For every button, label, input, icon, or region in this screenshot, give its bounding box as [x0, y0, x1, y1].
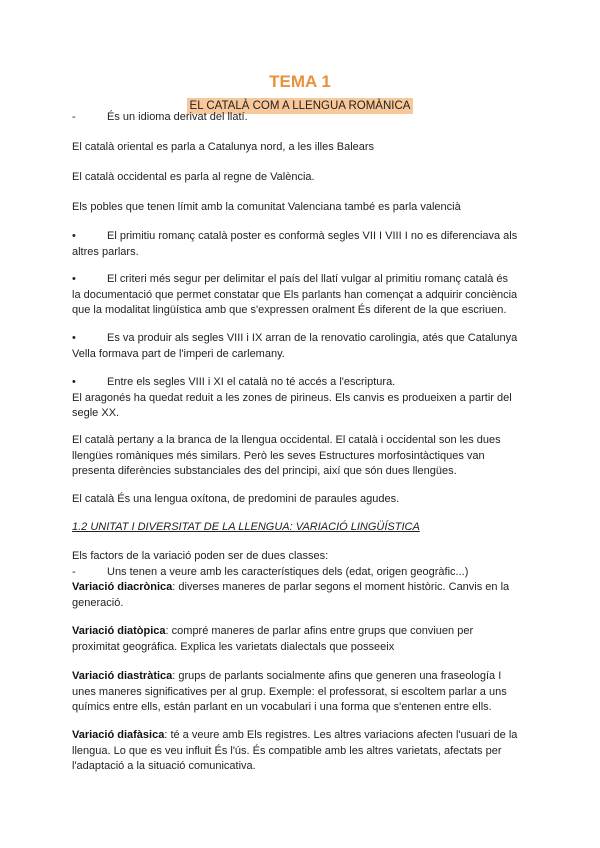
list-marker: •	[72, 332, 76, 344]
text-line: generació.	[72, 596, 124, 609]
text-line: El català occidental es parla al regne de València.	[72, 171, 315, 183]
factors-paragraph	[72, 549, 542, 580]
list-marker: •	[72, 273, 76, 285]
list-marker: -	[72, 111, 76, 123]
text-line: presenta diferències substanciales des del principi, així que són dues llengües.	[72, 465, 457, 478]
factors-intro: Els factors de la variació poden ser de dues classes:	[72, 550, 329, 562]
paragraph	[72, 110, 542, 126]
text-line: • El criteri més segur per delimitar el país del llatí vulgar al primitiu romanç català és	[72, 272, 542, 288]
text-line: Variació diacrònica: diverses maneres de parlar segons el moment històric. Canvis en la	[72, 581, 510, 593]
variation-term: Variació diacrònica	[72, 581, 173, 593]
text-line: Variació diafàsica: té a veure amb Els registres. Les altres variacions afecten l'usuari de la	[72, 729, 518, 741]
text-line: l'adaptació a la situació comunicativa.	[72, 760, 256, 773]
section-heading: 1.2 UNITAT I DIVERSITAT DE LA LLENGUA: VARIACIÓ LINGÜÍSTICA	[72, 521, 420, 533]
paragraph	[72, 331, 542, 362]
text-line: proximitat geográfica. Explica les varietats dialectals que posseeix	[72, 640, 395, 653]
variation-definition	[72, 580, 542, 611]
text-line: unes maneres significatives per al grup. Exemple: el professorat, si escoltem parlar a uns	[72, 685, 507, 698]
list-marker: -	[72, 565, 76, 578]
variation-term: Variació diatòpica	[72, 625, 166, 637]
document-subtitle: EL CATALÀ COM A LLENGUA ROMÀNICA	[187, 98, 414, 114]
text-line: llengües romàniques més similars. Però les seves Estructures morfosintàctiques van	[72, 449, 485, 462]
text-line: Vella formava part de l'imperi de carlemany.	[72, 347, 285, 360]
text-line: • Entre els segles VIII i XI el català no té accés a l'escriptura.	[72, 375, 542, 391]
text-line: Variació diastràtica: grups de parlants socialmente afins que generen una fraseología I	[72, 670, 502, 682]
variation-term: Variació diafàsica	[72, 729, 165, 741]
text-line: Els pobles que tenen límit amb la comunitat Valenciana també es parla valencià	[72, 201, 461, 213]
text-line: la documentació que permet constatar que Els parlants han començat a adquirir conciència	[72, 288, 518, 301]
text-line: - És un idioma derivat del llatí.	[72, 110, 542, 126]
text-line: que la modalitat lingüística amb que s'expressen oralment És diferent de la que escriuen.	[72, 304, 507, 317]
variation-definition	[72, 728, 542, 775]
paragraph	[72, 375, 542, 422]
text-line: llengua. Lo que es veu influit És l'ús. És compatible amb les altres varietats, afectats per	[72, 744, 502, 757]
text-line: segle XX.	[72, 407, 120, 420]
text-line: El català oriental es parla a Catalunya nord, a les illes Balears	[72, 141, 375, 153]
list-marker: •	[72, 376, 76, 388]
variation-definition	[72, 669, 542, 716]
paragraph	[72, 200, 542, 216]
paragraph	[72, 140, 542, 156]
text-line: El català És una lengua oxítona, de predomini de paraules agudes.	[72, 493, 400, 505]
paragraph	[72, 492, 542, 508]
text-line: Variació diatòpica: compré maneres de parlar afins entre grups que conviuen per	[72, 625, 474, 637]
paragraph	[72, 433, 542, 480]
text-line: altres parlars.	[72, 245, 139, 258]
text-line: • Es va produir als segles VIII i IX arran de la renovatio carolingia, atés que Catalunya	[72, 331, 542, 347]
variation-definition	[72, 624, 542, 655]
text-line: químics entre ells, están parlant en un vocabulari i una forma que s'entenen entre ells.	[72, 701, 492, 714]
text-line: • El primitiu romanç català poster es conformà segles VII I VIII I no es diferenciava als	[72, 229, 542, 245]
list-marker: •	[72, 230, 76, 242]
paragraph	[72, 272, 542, 319]
text-line: El aragonés ha quedat reduit a les zones de pirineus. Els canvis es produeixen a partir del	[72, 391, 512, 404]
document-title: TEMA 1	[269, 72, 331, 91]
paragraph	[72, 229, 542, 260]
paragraph	[72, 170, 542, 186]
text-line: El català pertany a la branca de la llengua occidental. El català i occidental son les dues	[72, 434, 501, 446]
variation-term: Variació diastràtica	[72, 670, 173, 682]
factors-item: - Uns tenen a veure amb les característiques dels (edat, origen geogràfic...)	[72, 565, 542, 581]
